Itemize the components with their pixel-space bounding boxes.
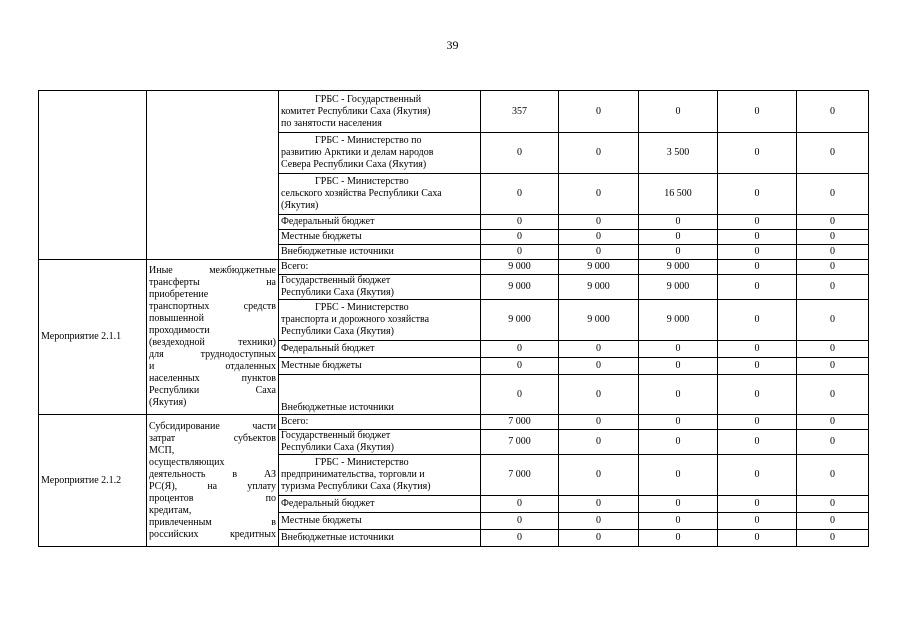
funding-source-line: Местные бюджеты <box>281 515 362 526</box>
funding-source-line: ГРБС - Министерство <box>315 457 409 468</box>
amount-cell: 0 <box>797 245 869 260</box>
amount-cell: 9 000 <box>639 275 718 300</box>
event-description-line: Субсидирование части <box>149 420 276 432</box>
amount-cell: 0 <box>797 415 869 430</box>
amount-cell: 9 000 <box>639 260 718 275</box>
amount-cell: 0 <box>559 215 639 230</box>
amount-cell: 0 <box>559 513 639 530</box>
amount-cell: 0 <box>559 245 639 260</box>
amount-cell: 9 000 <box>481 260 559 275</box>
amount-cell: 0 <box>639 245 718 260</box>
amount-cell: 9 000 <box>559 275 639 300</box>
funding-source-line: развитию Арктики и делам народов <box>281 147 434 158</box>
funding-source-line: Всего: <box>281 261 309 272</box>
funding-source-cell <box>279 91 481 133</box>
amount-cell: 0 <box>797 358 869 375</box>
amount-cell: 0 <box>559 174 639 215</box>
funding-source-line: Федеральный бюджет <box>281 343 375 354</box>
funding-source-cell <box>279 245 481 260</box>
amount-cell: 0 <box>718 300 797 341</box>
amount-cell: 9 000 <box>559 300 639 341</box>
funding-source-cell <box>279 358 481 375</box>
amount-cell: 0 <box>639 415 718 430</box>
event-description-cell <box>147 91 279 260</box>
funding-source-line: Государственный бюджет <box>281 275 391 286</box>
funding-source-cell <box>279 375 481 415</box>
event-description-line: Иные межбюджетные <box>149 265 276 276</box>
amount-cell: 0 <box>797 375 869 415</box>
amount-cell: 0 <box>797 133 869 174</box>
amount-cell: 0 <box>481 496 559 513</box>
event-description-line: (Якутия) <box>149 397 187 408</box>
amount-cell: 0 <box>797 230 869 245</box>
page-number: 39 <box>446 38 459 52</box>
amount-cell: 0 <box>718 91 797 133</box>
amount-cell: 0 <box>718 133 797 174</box>
funding-source-line: Местные бюджеты <box>281 360 362 371</box>
funding-source-line: транспорта и дорожного хозяйства <box>281 314 430 325</box>
amount-cell: 0 <box>639 496 718 513</box>
amount-cell: 0 <box>718 415 797 430</box>
funding-source-cell <box>279 300 481 341</box>
amount-cell: 0 <box>559 91 639 133</box>
funding-source-cell <box>279 260 481 275</box>
event-description-line: (вездеходной техники) <box>149 337 276 348</box>
amount-cell: 3 500 <box>639 133 718 174</box>
amount-cell: 0 <box>718 455 797 496</box>
amount-cell: 0 <box>797 530 869 547</box>
event-description-line: трансферты на <box>149 277 276 288</box>
funding-source-line: Федеральный бюджет <box>281 216 375 227</box>
funding-source-line: Республики Саха (Якутия) <box>281 287 394 298</box>
funding-source-line: Федеральный бюджет <box>281 498 375 509</box>
funding-source-cell <box>279 133 481 174</box>
amount-cell: 7 000 <box>481 455 559 496</box>
amount-cell: 0 <box>797 341 869 358</box>
funding-source-cell <box>279 530 481 547</box>
amount-cell: 0 <box>718 174 797 215</box>
amount-cell: 0 <box>559 341 639 358</box>
amount-cell: 0 <box>639 530 718 547</box>
amount-cell: 357 <box>481 91 559 133</box>
event-description-line: приобретение <box>149 289 209 300</box>
funding-source-line: ГРБС - Министерство <box>315 302 409 313</box>
amount-cell: 0 <box>797 260 869 275</box>
funding-source-line: Республики Саха (Якутия) <box>281 442 394 453</box>
funding-source-line: комитет Республики Саха (Якутия) <box>281 105 431 117</box>
amount-cell: 0 <box>639 230 718 245</box>
event-description-line: кредитам, <box>149 504 192 516</box>
amount-cell: 0 <box>559 358 639 375</box>
funding-source-line: по занятости населения <box>281 117 382 129</box>
event-label: Мероприятие 2.1.1 <box>39 260 147 415</box>
event-description-line: транспортных средств <box>149 301 276 312</box>
amount-cell: 0 <box>718 230 797 245</box>
funding-source-cell <box>279 275 481 300</box>
amount-cell: 0 <box>797 275 869 300</box>
amount-cell: 0 <box>639 358 718 375</box>
amount-cell: 0 <box>718 375 797 415</box>
event-description <box>147 260 279 415</box>
funding-source-line: Государственный бюджет <box>281 430 391 441</box>
funding-table <box>38 90 869 547</box>
event-cell <box>39 91 147 260</box>
funding-source-line: предпринимательства, торговли и <box>281 469 425 480</box>
event-description-line: затрат субъектов <box>149 432 276 444</box>
amount-cell: 0 <box>559 415 639 430</box>
event-description-line: для труднодоступных <box>149 349 276 360</box>
amount-cell: 0 <box>797 513 869 530</box>
funding-source-line: туризма Республики Саха (Якутия) <box>281 481 431 492</box>
funding-source-line: Внебюджетные источники <box>281 402 394 413</box>
table-row <box>39 260 869 275</box>
amount-cell: 0 <box>481 341 559 358</box>
event-description-line: привлеченным в <box>149 516 276 528</box>
amount-cell: 0 <box>718 430 797 455</box>
event-description-line: повышенной <box>149 313 204 324</box>
amount-cell: 0 <box>718 341 797 358</box>
funding-source-line: сельского хозяйства Республики Саха <box>281 188 442 199</box>
funding-source-cell <box>279 455 481 496</box>
amount-cell: 0 <box>639 91 718 133</box>
amount-cell: 0 <box>718 530 797 547</box>
amount-cell: 0 <box>481 375 559 415</box>
amount-cell: 0 <box>797 215 869 230</box>
funding-source-cell <box>279 430 481 455</box>
amount-cell: 0 <box>718 260 797 275</box>
amount-cell: 0 <box>639 375 718 415</box>
amount-cell: 0 <box>797 496 869 513</box>
event-description-line: населенных пунктов <box>149 373 276 384</box>
amount-cell: 0 <box>559 133 639 174</box>
amount-cell: 0 <box>481 230 559 245</box>
amount-cell: 0 <box>559 496 639 513</box>
amount-cell: 0 <box>797 91 869 133</box>
amount-cell: 0 <box>718 496 797 513</box>
amount-cell: 9 000 <box>481 275 559 300</box>
amount-cell: 0 <box>481 358 559 375</box>
amount-cell: 0 <box>559 430 639 455</box>
amount-cell: 0 <box>481 174 559 215</box>
funding-source-line: Всего: <box>281 416 309 427</box>
funding-source-line: Местные бюджеты <box>281 231 362 242</box>
event-description-line: российских кредитных <box>149 528 276 540</box>
amount-cell: 0 <box>718 358 797 375</box>
amount-cell: 0 <box>639 215 718 230</box>
amount-cell: 0 <box>481 245 559 260</box>
amount-cell: 0 <box>797 455 869 496</box>
funding-source-cell <box>279 513 481 530</box>
amount-cell: 0 <box>718 275 797 300</box>
event-description-line: Республики Саха <box>149 385 276 396</box>
table-row <box>39 415 869 430</box>
amount-cell: 9 000 <box>639 300 718 341</box>
amount-cell: 0 <box>481 133 559 174</box>
event-description-line: процентов по <box>149 492 276 504</box>
funding-source-line: ГРБС - Государственный <box>315 93 422 105</box>
amount-cell: 0 <box>797 430 869 455</box>
amount-cell: 0 <box>639 455 718 496</box>
funding-source-cell <box>279 230 481 245</box>
amount-cell: 7 000 <box>481 415 559 430</box>
amount-cell: 9 000 <box>481 300 559 341</box>
amount-cell: 0 <box>559 375 639 415</box>
amount-cell: 0 <box>559 455 639 496</box>
funding-source-cell <box>279 496 481 513</box>
amount-cell: 0 <box>559 530 639 547</box>
amount-cell: 0 <box>718 215 797 230</box>
amount-cell: 0 <box>481 215 559 230</box>
event-description <box>147 415 279 547</box>
funding-source-line: ГРБС - Министерство <box>315 176 409 187</box>
funding-source-cell <box>279 415 481 430</box>
funding-source-cell <box>279 215 481 230</box>
event-description-line: РС(Я), на уплату <box>149 480 276 492</box>
funding-source-cell <box>279 174 481 215</box>
amount-cell: 0 <box>797 300 869 341</box>
funding-source-line: Внебюджетные источники <box>281 246 394 257</box>
event-description-line: деятельность в АЗ <box>149 468 276 480</box>
amount-cell: 0 <box>718 513 797 530</box>
amount-cell: 0 <box>639 341 718 358</box>
amount-cell: 0 <box>481 530 559 547</box>
table-row <box>39 91 869 133</box>
event-description-line: проходимости <box>149 325 210 336</box>
amount-cell: 7 000 <box>481 430 559 455</box>
event-description-line: и отдаленных <box>149 361 276 372</box>
amount-cell: 0 <box>559 230 639 245</box>
funding-source-cell <box>279 341 481 358</box>
funding-source-line: Севера Республики Саха (Якутия) <box>281 159 427 170</box>
funding-source-line: Республики Саха (Якутия) <box>281 326 394 337</box>
funding-source-line: Внебюджетные источники <box>281 532 394 543</box>
amount-cell: 0 <box>797 174 869 215</box>
amount-cell: 0 <box>718 245 797 260</box>
amount-cell: 16 500 <box>639 174 718 215</box>
event-label: Мероприятие 2.1.2 <box>39 415 147 547</box>
event-description-line: осуществляющих <box>149 456 225 468</box>
funding-source-line: ГРБС - Министерство по <box>315 135 422 146</box>
event-description-line: МСП, <box>149 444 175 456</box>
amount-cell: 0 <box>481 513 559 530</box>
amount-cell: 0 <box>639 513 718 530</box>
amount-cell: 0 <box>639 430 718 455</box>
amount-cell: 9 000 <box>559 260 639 275</box>
funding-source-line: (Якутия) <box>281 200 319 211</box>
